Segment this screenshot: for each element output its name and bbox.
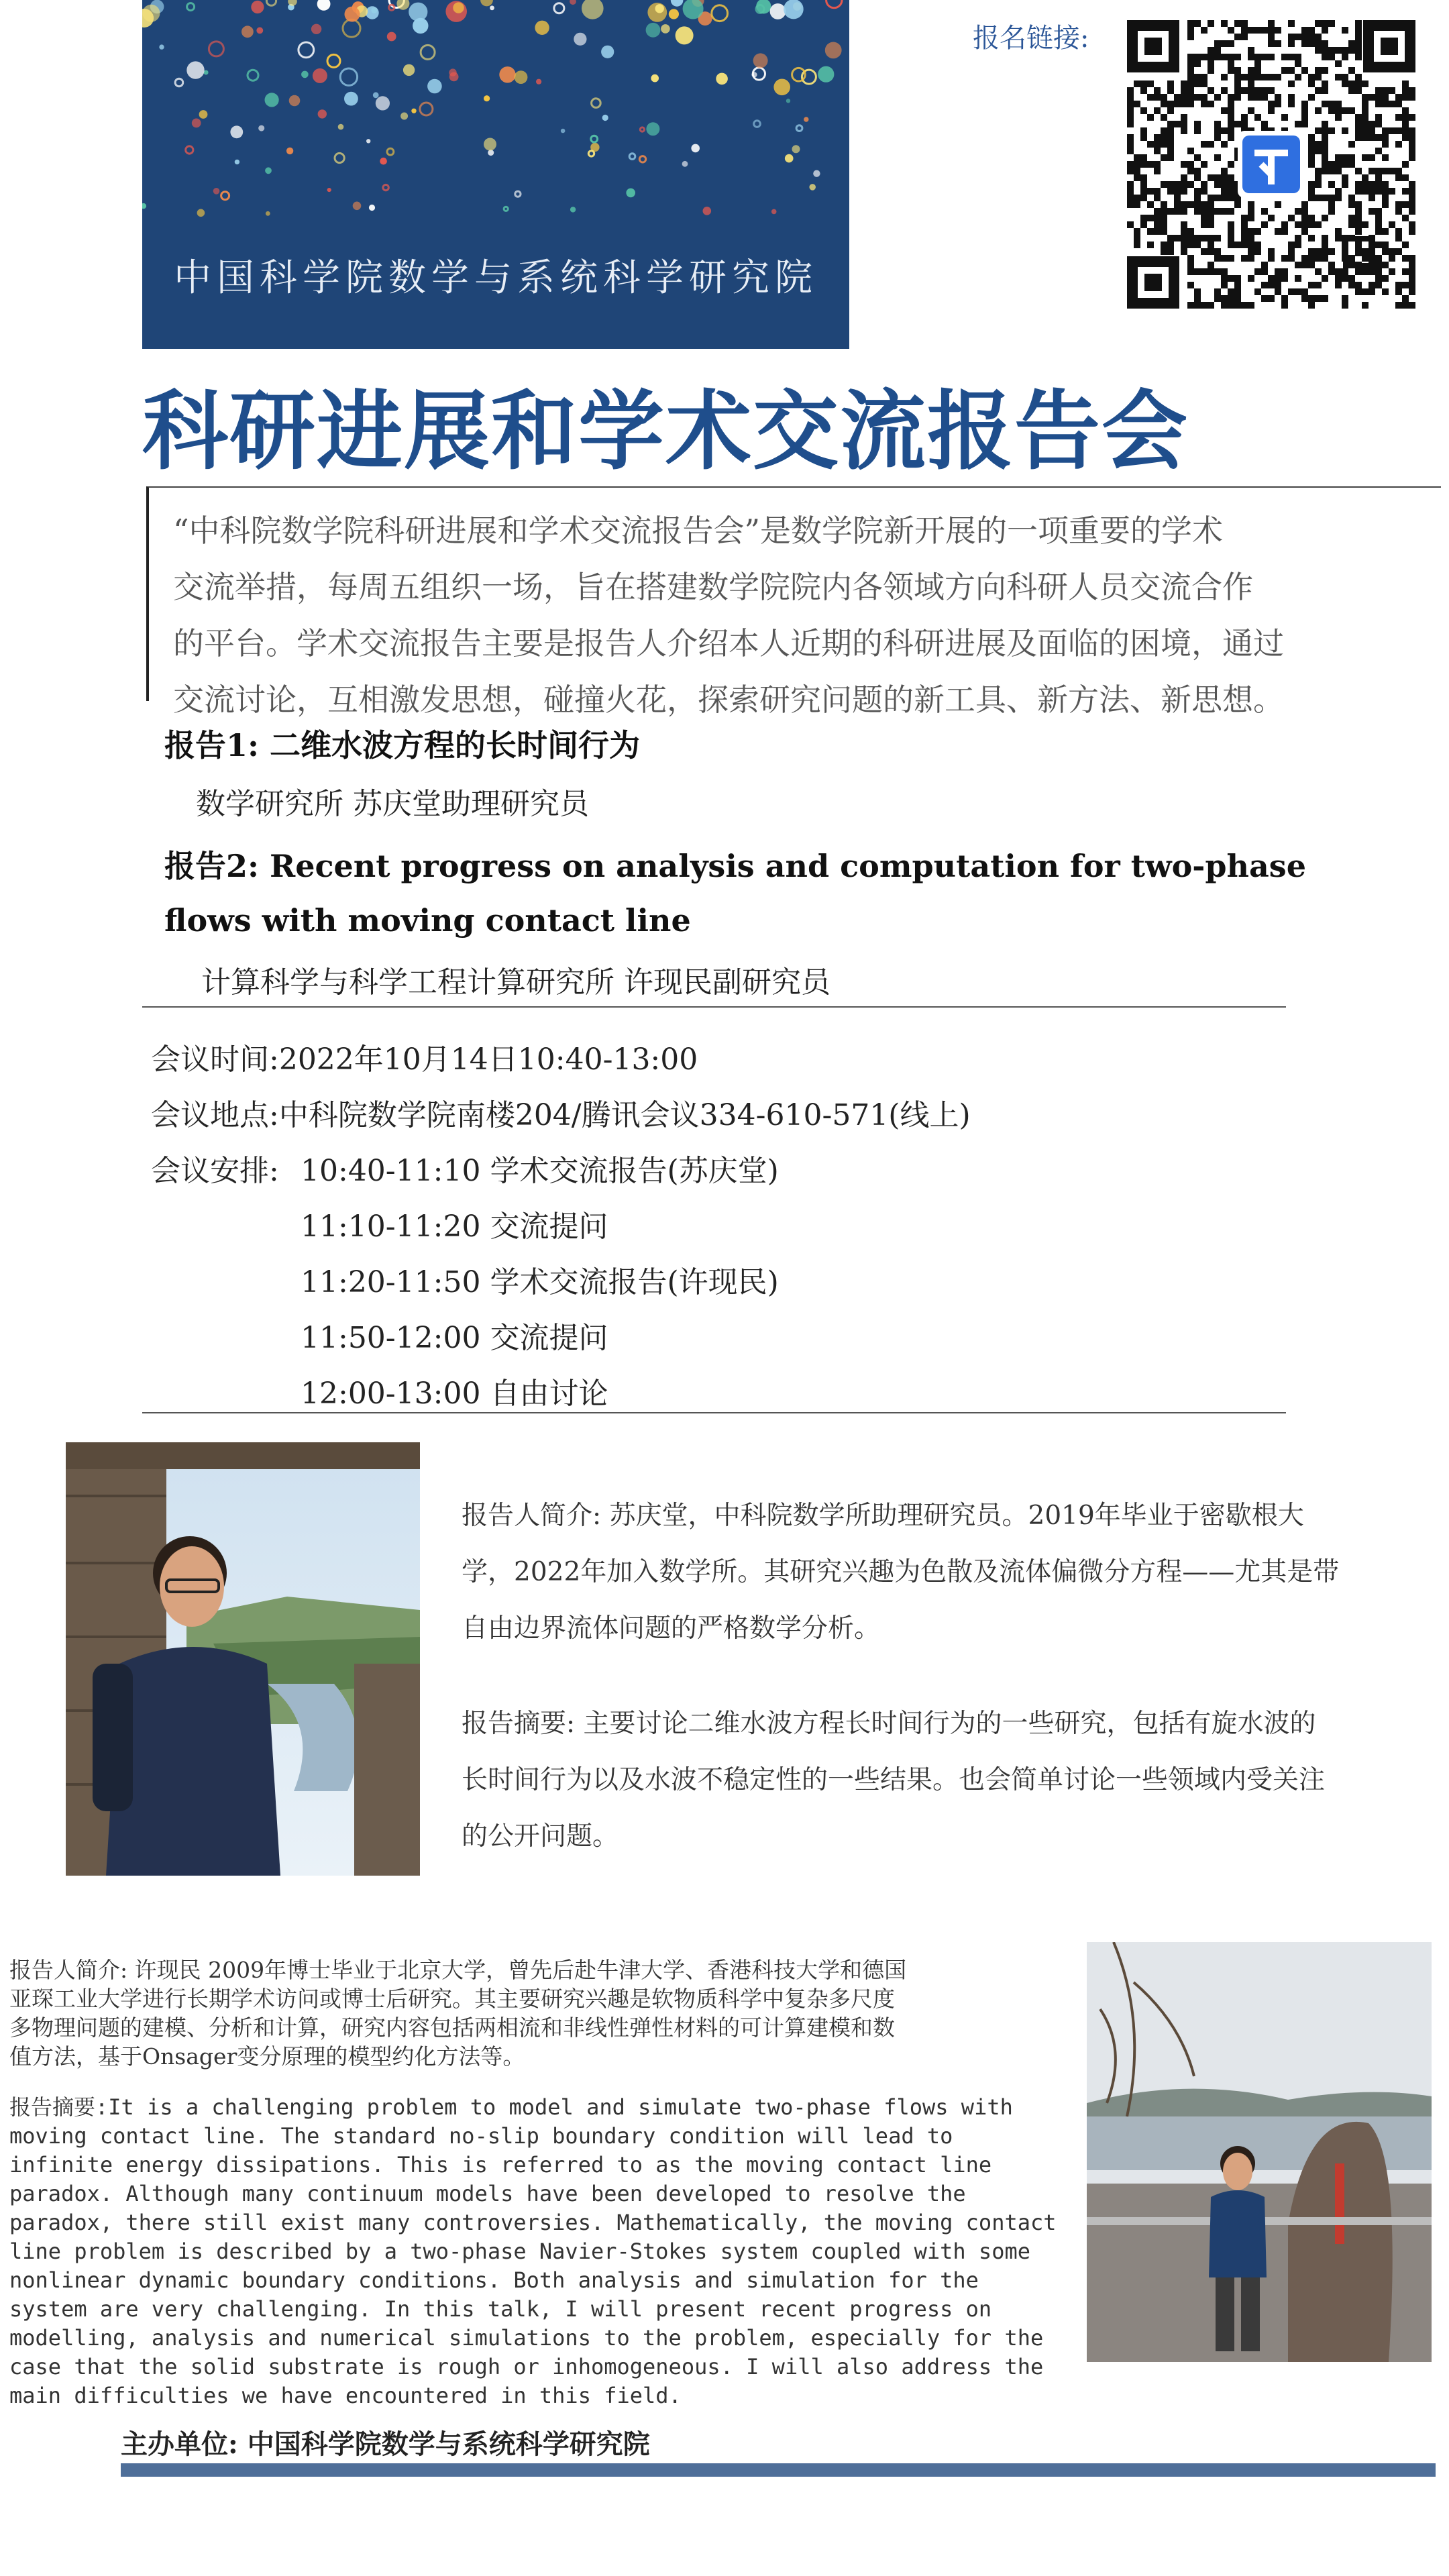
speaker2-abstract-line: system are very challenging. In this talk, I will present recent progress on xyxy=(9,2296,992,2322)
speaker1-bio-line: 报告人简介: 苏庆堂，中科院数学所助理研究员。2019年毕业于密歇根大 xyxy=(462,1501,1304,1531)
meeting-place: 会议地点:中科院数学院南楼204/腾讯会议334-610-571(线上) xyxy=(151,1098,971,1132)
speaker1-bio-line: 自由边界流体问题的严格数学分析。 xyxy=(462,1613,881,1644)
qr-code-icon[interactable] xyxy=(1127,20,1415,309)
speaker1-bio xyxy=(462,1488,1428,1657)
intro-line: “中科院数学院科研进展和学术交流报告会”是数学院新开展的一项重要的学术 xyxy=(173,513,1224,549)
speaker2-abstract-line: paradox. Although many continuum models have been developed to resolve the xyxy=(9,2181,966,2206)
speaker1-abstract-line: 的公开问题。 xyxy=(462,1821,619,1851)
speaker2-photo xyxy=(1087,1942,1432,2362)
report2-speaker: 计算科学与科学工程计算研究所 许现民副研究员 xyxy=(201,965,830,1000)
speaker1-abstract-line: 报告摘要: 主要讨论二维水波方程长时间行为的一些研究，包括有旋水波的 xyxy=(462,1709,1316,1739)
meeting-schedule-label: 会议安排: xyxy=(151,1154,279,1188)
speaker1-bio-line: 学，2022年加入数学所。其研究兴趣为色散及流体偏微分方程——尤其是带 xyxy=(462,1557,1340,1587)
report1-speaker: 数学研究所 苏庆堂助理研究员 xyxy=(196,787,589,821)
speaker2-bio-line: 报告人简介: 许现民 2009年博士毕业于北京大学，曾先后赴牛津大学、香港科技大学和德国 xyxy=(9,1957,907,1983)
speaker1-abstract-line: 长时间行为以及水波不稳定性的一些结果。也会简单讨论一些领域内受关注 xyxy=(462,1765,1326,1795)
speaker2-bio xyxy=(9,1955,1076,2071)
speaker2-abstract-line: 报告摘要:It is a challenging problem to model and simulate two-phase flows with xyxy=(9,2094,1013,2120)
divider xyxy=(142,1006,1286,1008)
meeting-time: 会议时间:2022年10月14日10:40-13:00 xyxy=(151,1042,698,1077)
intro-box xyxy=(146,486,1441,718)
speaker2-abstract xyxy=(9,2093,1079,2410)
divider xyxy=(142,1412,1286,1413)
speaker2-abstract-line: infinite energy dissipations. This is referred to as the moving contact line xyxy=(9,2152,992,2178)
speaker2-abstract-line: modelling, analysis and numerical simulations to the problem, especially for the xyxy=(9,2325,1044,2351)
speaker2-bio-line: 多物理问题的建模、分析和计算，研究内容包括两相流和非线性弹性材料的可计算建模和数 xyxy=(9,2015,895,2041)
schedule-item: 10:40-11:10 学术交流报告(苏庆堂) xyxy=(301,1154,779,1188)
banner-institute-name: 中国科学院数学与系统科学研究院 xyxy=(174,256,818,300)
banner xyxy=(142,0,849,349)
schedule-item: 11:50-12:00 交流提问 xyxy=(301,1321,608,1355)
report2-title-cont: flows with moving contact line xyxy=(164,902,691,938)
page-title: 科研进展和学术交流报告会 xyxy=(142,382,1189,482)
organizer: 主办单位: 中国科学院数学与系统科学研究院 xyxy=(121,2428,650,2460)
report1-title: 报告1: 二维水波方程的长时间行为 xyxy=(164,727,641,763)
speaker2-bio-line: 值方法，基于Onsager变分原理的模型约化方法等。 xyxy=(9,2043,525,2070)
intro-line: 交流举措，每周五组织一场，旨在搭建数学院院内各领域方向科研人员交流合作 xyxy=(173,569,1253,605)
speaker2-bio-line: 亚琛工业大学进行长期学术访问或博士后研究。其主要研究兴趣是软物质科学中复杂多尺度 xyxy=(9,1986,895,2012)
report2-title: 报告2: Recent progress on analysis and computation for two-phase xyxy=(164,848,1306,884)
speaker2-abstract-line: nonlinear dynamic boundary conditions. Both analysis and simulation for the xyxy=(9,2267,979,2293)
footer-bar xyxy=(121,2463,1436,2477)
schedule-item: 12:00-13:00 自由讨论 xyxy=(301,1377,608,1411)
speaker1-abstract xyxy=(462,1696,1428,1865)
speaker2-abstract-line: paradox, there still exist many controversies. Mathematically, the moving contact xyxy=(9,2210,1057,2235)
speaker2-abstract-line: line problem is described by a two-phase Navier-Stokes system coupled with some xyxy=(9,2239,1030,2264)
intro-line: 交流讨论，互相激发思想，碰撞火花，探索研究问题的新工具、新方法、新思想。 xyxy=(173,682,1284,718)
schedule-item: 11:10-11:20 交流提问 xyxy=(301,1210,608,1244)
speaker1-photo xyxy=(66,1442,420,1876)
speaker2-abstract-line: main difficulties we have encountered in this field. xyxy=(9,2383,682,2408)
speaker2-abstract-line: case that the solid substrate is rough or inhomogeneous. I will also address the xyxy=(9,2354,1044,2379)
intro-line: 的平台。学术交流报告主要是报告人介绍本人近期的科研进展及面临的困境，通过 xyxy=(173,625,1284,661)
registration-label: 报名链接: xyxy=(973,23,1089,54)
schedule-item: 11:20-11:50 学术交流报告(许现民) xyxy=(301,1265,779,1299)
speaker2-abstract-line: moving contact line. The standard no-slip boundary condition will lead to xyxy=(9,2123,953,2149)
